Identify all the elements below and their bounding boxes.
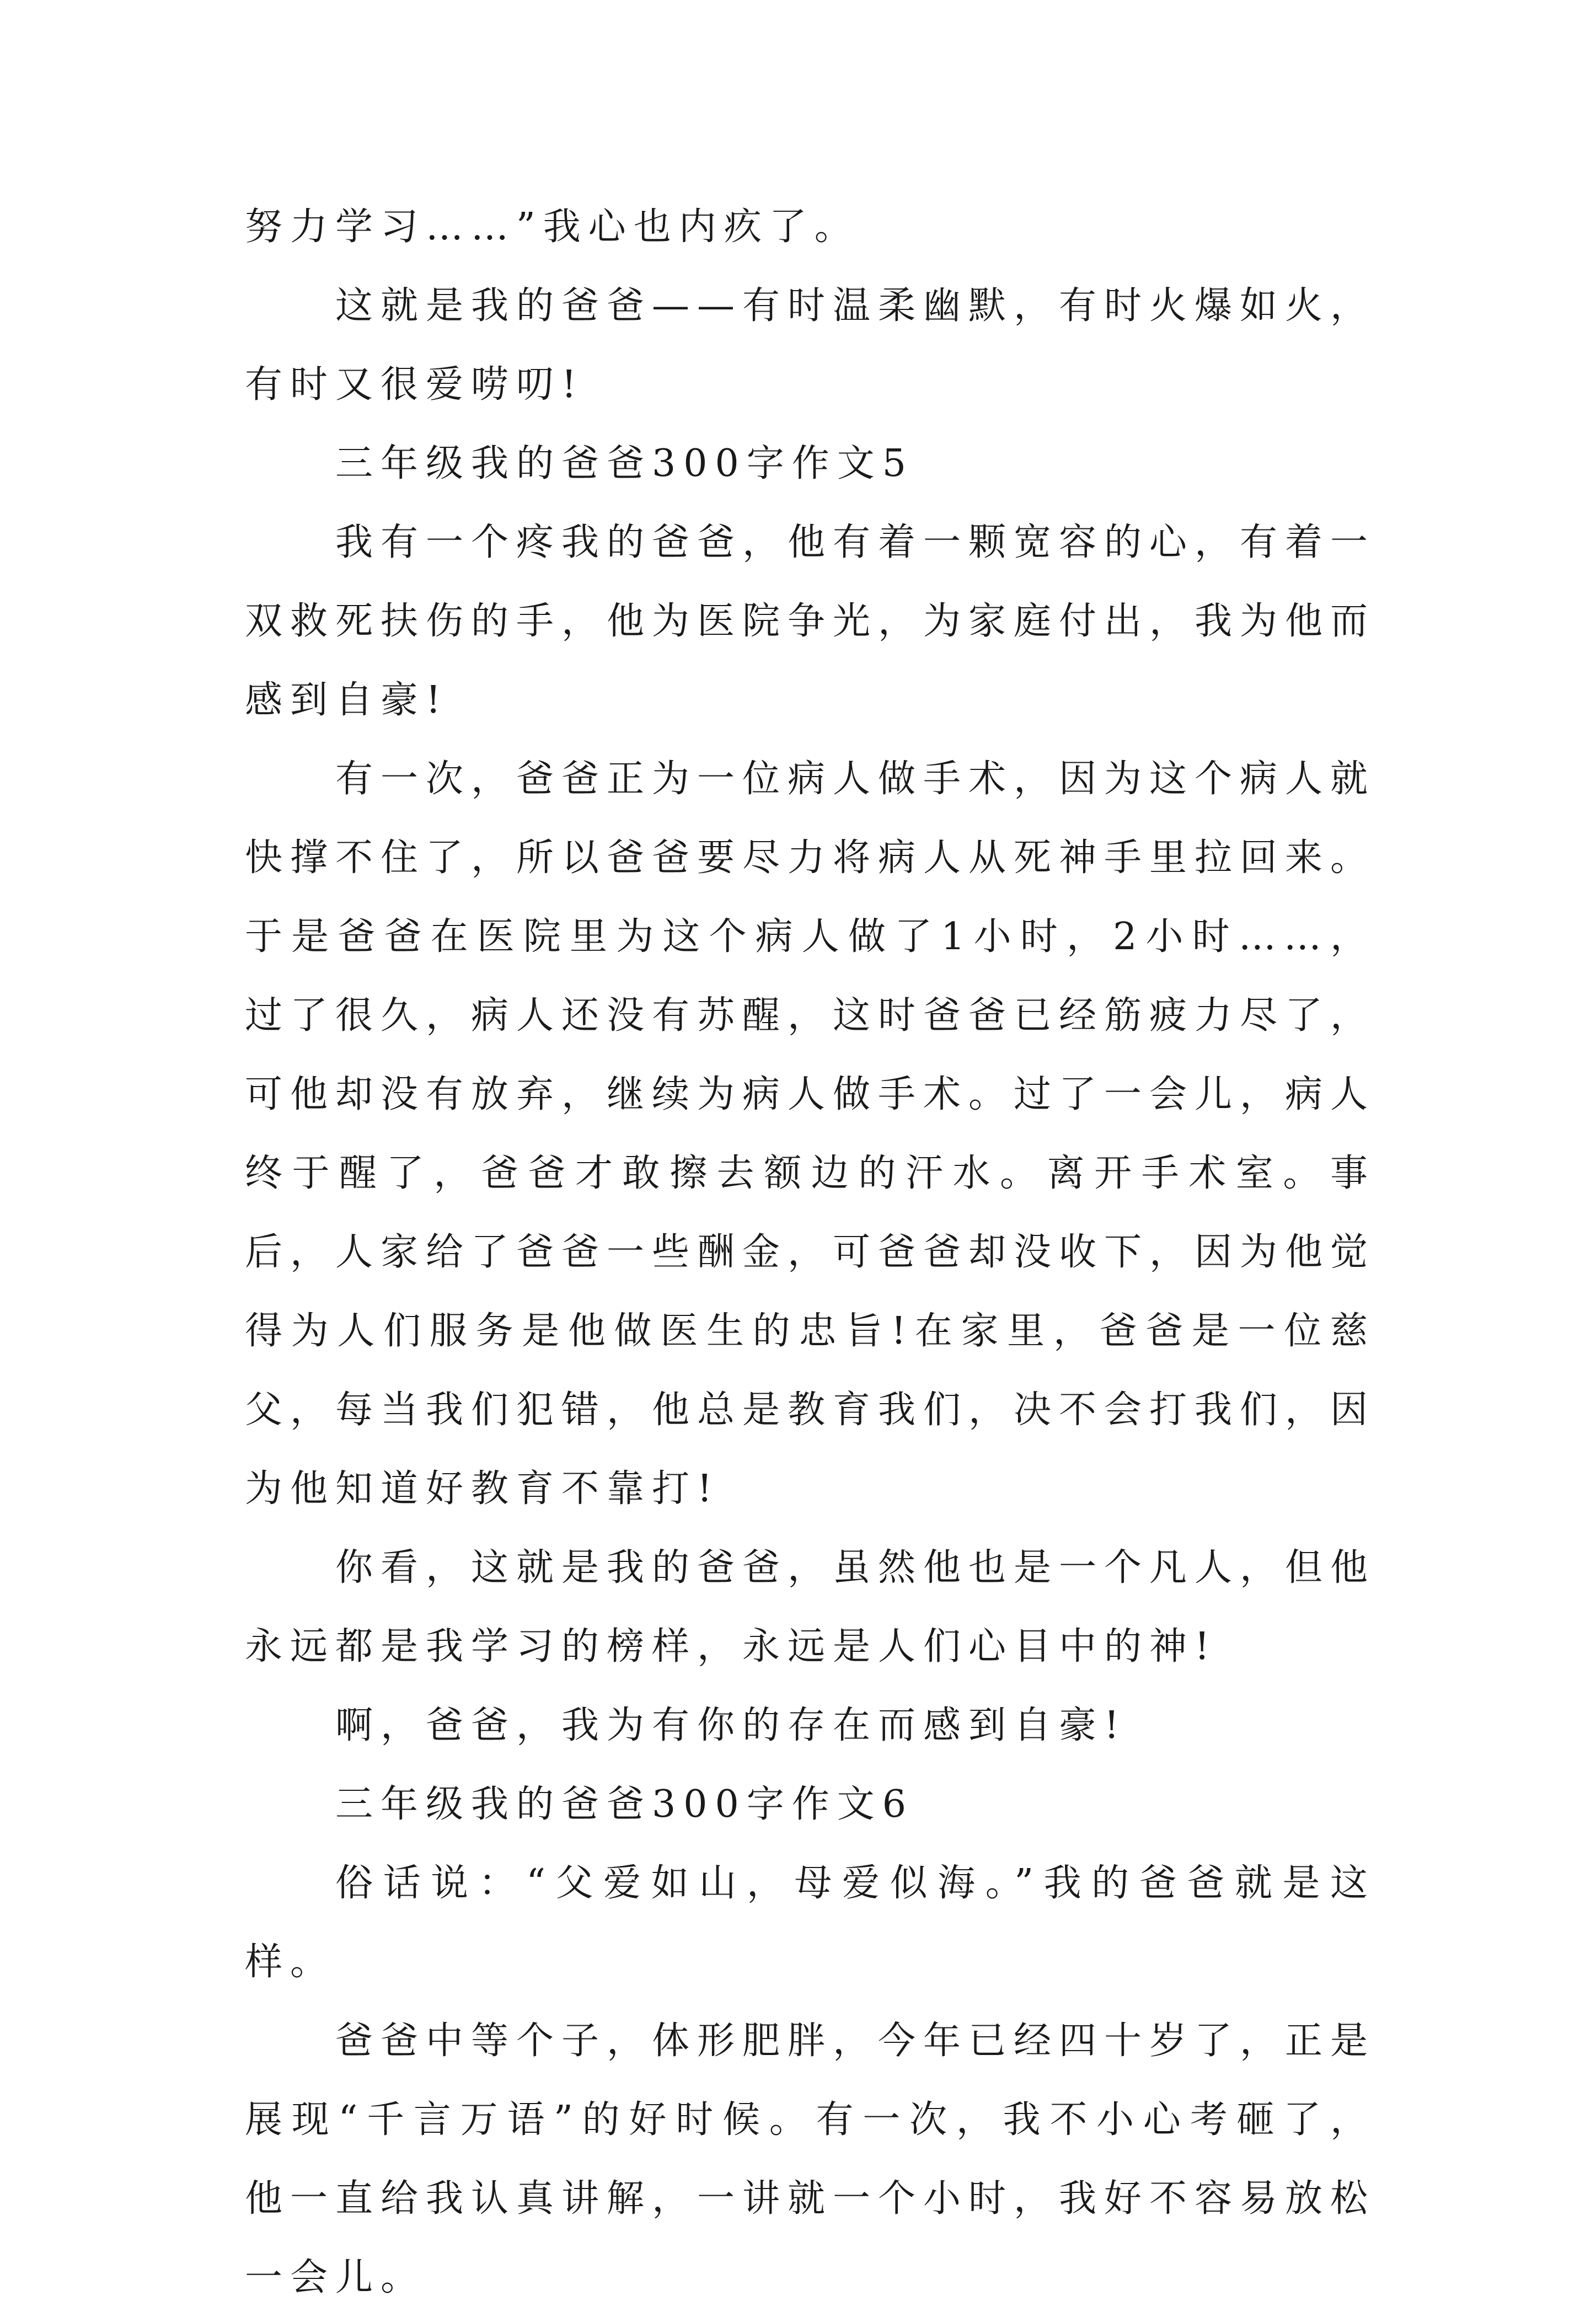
paragraph: 爸爸中等个子，体形肥胖，今年已经四十岁了，正是展现“千言万语”的好时候。有一次，我不小心考砸了，他一直给我认真讲解，一讲就一个小时，我好不容易放松一会儿。 [245,2019,1376,2299]
section-heading: 三年级我的爸爸300字作文6 [335,1783,914,1826]
paragraph: 这就是我的爸爸——有时温柔幽默，有时火爆如火，有时又很爱唠叨! [245,284,1376,406]
body-text [245,188,1375,2317]
paragraph: 有一次，爸爸正为一位病人做手术，因为这个病人就快撑不住了，所以爸爸要尽力将病人从死神手里拉回来。于是爸爸在医院里为这个病人做了1小时，2小时……，过了很久，病人还没有苏醒，这时爸爸已经筋疲力尽了，可他却没有放弃，继续为病人做手术。过了一会儿，病人终于醒了，爸爸才敢擦去额边的汗水。离开手术室。事后，人家给了爸爸一些酬金，可爸爸却没收下，因为他觉得为人们服务是他做医生的忠旨!在家里，爸爸是一位慈父，每当我们犯错，他总是教育我们，决不会打我们，因为他知道好教育不靠打! [245,757,1376,1511]
paragraph: 你看，这就是我的爸爸，虽然他也是一个凡人，但他永远都是我学习的榜样，永远是人们心目中的神! [245,1546,1376,1668]
paragraph-continuation: 努力学习……”我心也内疚了。 [245,205,860,249]
paragraph: 啊，爸爸，我为有你的存在而感到自豪! [335,1704,1127,1747]
paragraph: 俗话说：“父爱如山，母爱似海。”我的爸爸就是这样。 [245,1861,1375,1984]
section-heading: 三年级我的爸爸300字作文5 [335,442,914,485]
paragraph: 我有一个疼我的爸爸，他有着一颗宽容的心，有着一双救死扶伤的手，他为医院争光，为家庭付出，我为他而感到自豪! [245,521,1376,722]
